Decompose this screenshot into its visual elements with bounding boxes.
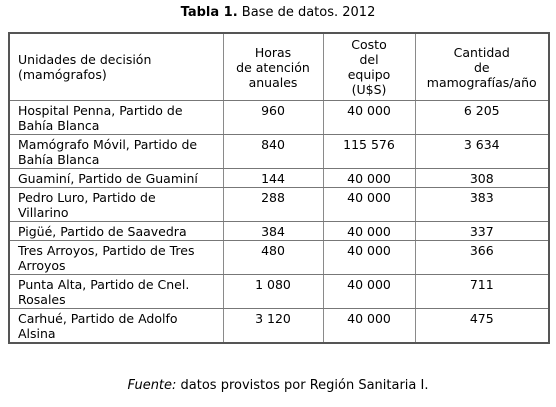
unit-line: Guaminí, Partido de Guaminí [18, 171, 198, 186]
caption-label: Tabla 1. [180, 5, 238, 20]
cell-count: 475 [415, 309, 549, 344]
source-text: datos provistos por Región Sanitaria I. [176, 378, 429, 393]
table-row [9, 275, 549, 309]
cell-count: 366 [415, 241, 549, 275]
cell-unit [9, 309, 223, 344]
unit-line: Pigüé, Partido de Saavedra [18, 224, 187, 239]
cell-cost: 40 000 [323, 275, 415, 309]
source-note [0, 378, 556, 393]
cell-unit [9, 275, 223, 309]
header-hours-line: Horas [254, 44, 292, 60]
cell-cost: 40 000 [323, 169, 415, 188]
table-row [9, 241, 549, 275]
header-count-line: Cantidad [453, 44, 510, 60]
cell-hours: 840 [223, 135, 323, 169]
header-hours-line: de atención [236, 59, 310, 75]
cell-cost: 40 000 [323, 188, 415, 222]
header-count-line: de [473, 59, 490, 75]
header-count-line: mamografías/año [426, 74, 537, 90]
table-row [9, 188, 549, 222]
header-units-line: (mamógrafos) [18, 67, 107, 82]
cell-hours: 960 [223, 101, 323, 135]
cell-count: 337 [415, 222, 549, 241]
unit-line: Bahía Blanca [18, 152, 100, 167]
table-row [9, 101, 549, 135]
header-cost-line: del [359, 52, 379, 67]
cell-unit [9, 188, 223, 222]
source-label: Fuente: [127, 378, 177, 393]
data-table [8, 32, 550, 344]
unit-line: Mamógrafo Móvil, Partido de [18, 137, 198, 152]
cell-unit [9, 101, 223, 135]
unit-line: Rosales [18, 292, 66, 307]
header-cost-line: Costo [351, 37, 387, 52]
header-cost-line: (U$S) [351, 82, 387, 97]
cell-cost: 40 000 [323, 101, 415, 135]
cell-count: 383 [415, 188, 549, 222]
cell-hours: 480 [223, 241, 323, 275]
header-cost-line: equipo [347, 67, 391, 82]
cell-unit [9, 222, 223, 241]
unit-line: Punta Alta, Partido de Cnel. [18, 277, 190, 292]
cell-hours: 1 080 [223, 275, 323, 309]
cell-cost: 115 576 [323, 135, 415, 169]
table-row [9, 135, 549, 169]
unit-line: Arroyos [18, 258, 66, 273]
header-count [415, 33, 549, 101]
unit-line: Hospital Penna, Partido de [18, 103, 183, 118]
cell-unit [9, 135, 223, 169]
unit-line: Tres Arroyos, Partido de Tres [18, 243, 195, 258]
caption-text: Base de datos. 2012 [237, 5, 376, 20]
header-cost [323, 33, 415, 101]
cell-cost: 40 000 [323, 309, 415, 344]
cell-unit [9, 169, 223, 188]
cell-count: 308 [415, 169, 549, 188]
cell-cost: 40 000 [323, 241, 415, 275]
cell-unit [9, 241, 223, 275]
cell-hours: 3 120 [223, 309, 323, 344]
cell-count: 6 205 [415, 101, 549, 135]
header-hours [223, 33, 323, 101]
cell-hours: 144 [223, 169, 323, 188]
table-row [9, 169, 549, 188]
header-row [9, 33, 549, 101]
cell-hours: 384 [223, 222, 323, 241]
unit-line: Carhué, Partido de Adolfo [18, 311, 178, 326]
unit-line: Alsina [18, 326, 56, 341]
unit-line: Villarino [18, 205, 69, 220]
cell-count: 711 [415, 275, 549, 309]
unit-line: Bahía Blanca [18, 118, 100, 133]
cell-hours: 288 [223, 188, 323, 222]
table-caption [0, 5, 556, 20]
table-row [9, 309, 549, 344]
cell-count: 3 634 [415, 135, 549, 169]
table-row [9, 222, 549, 241]
header-units-line: Unidades de decisión [18, 52, 152, 67]
unit-line: Pedro Luro, Partido de [18, 190, 156, 205]
cell-cost: 40 000 [323, 222, 415, 241]
header-hours-line: anuales [248, 74, 298, 90]
header-units [9, 33, 223, 101]
